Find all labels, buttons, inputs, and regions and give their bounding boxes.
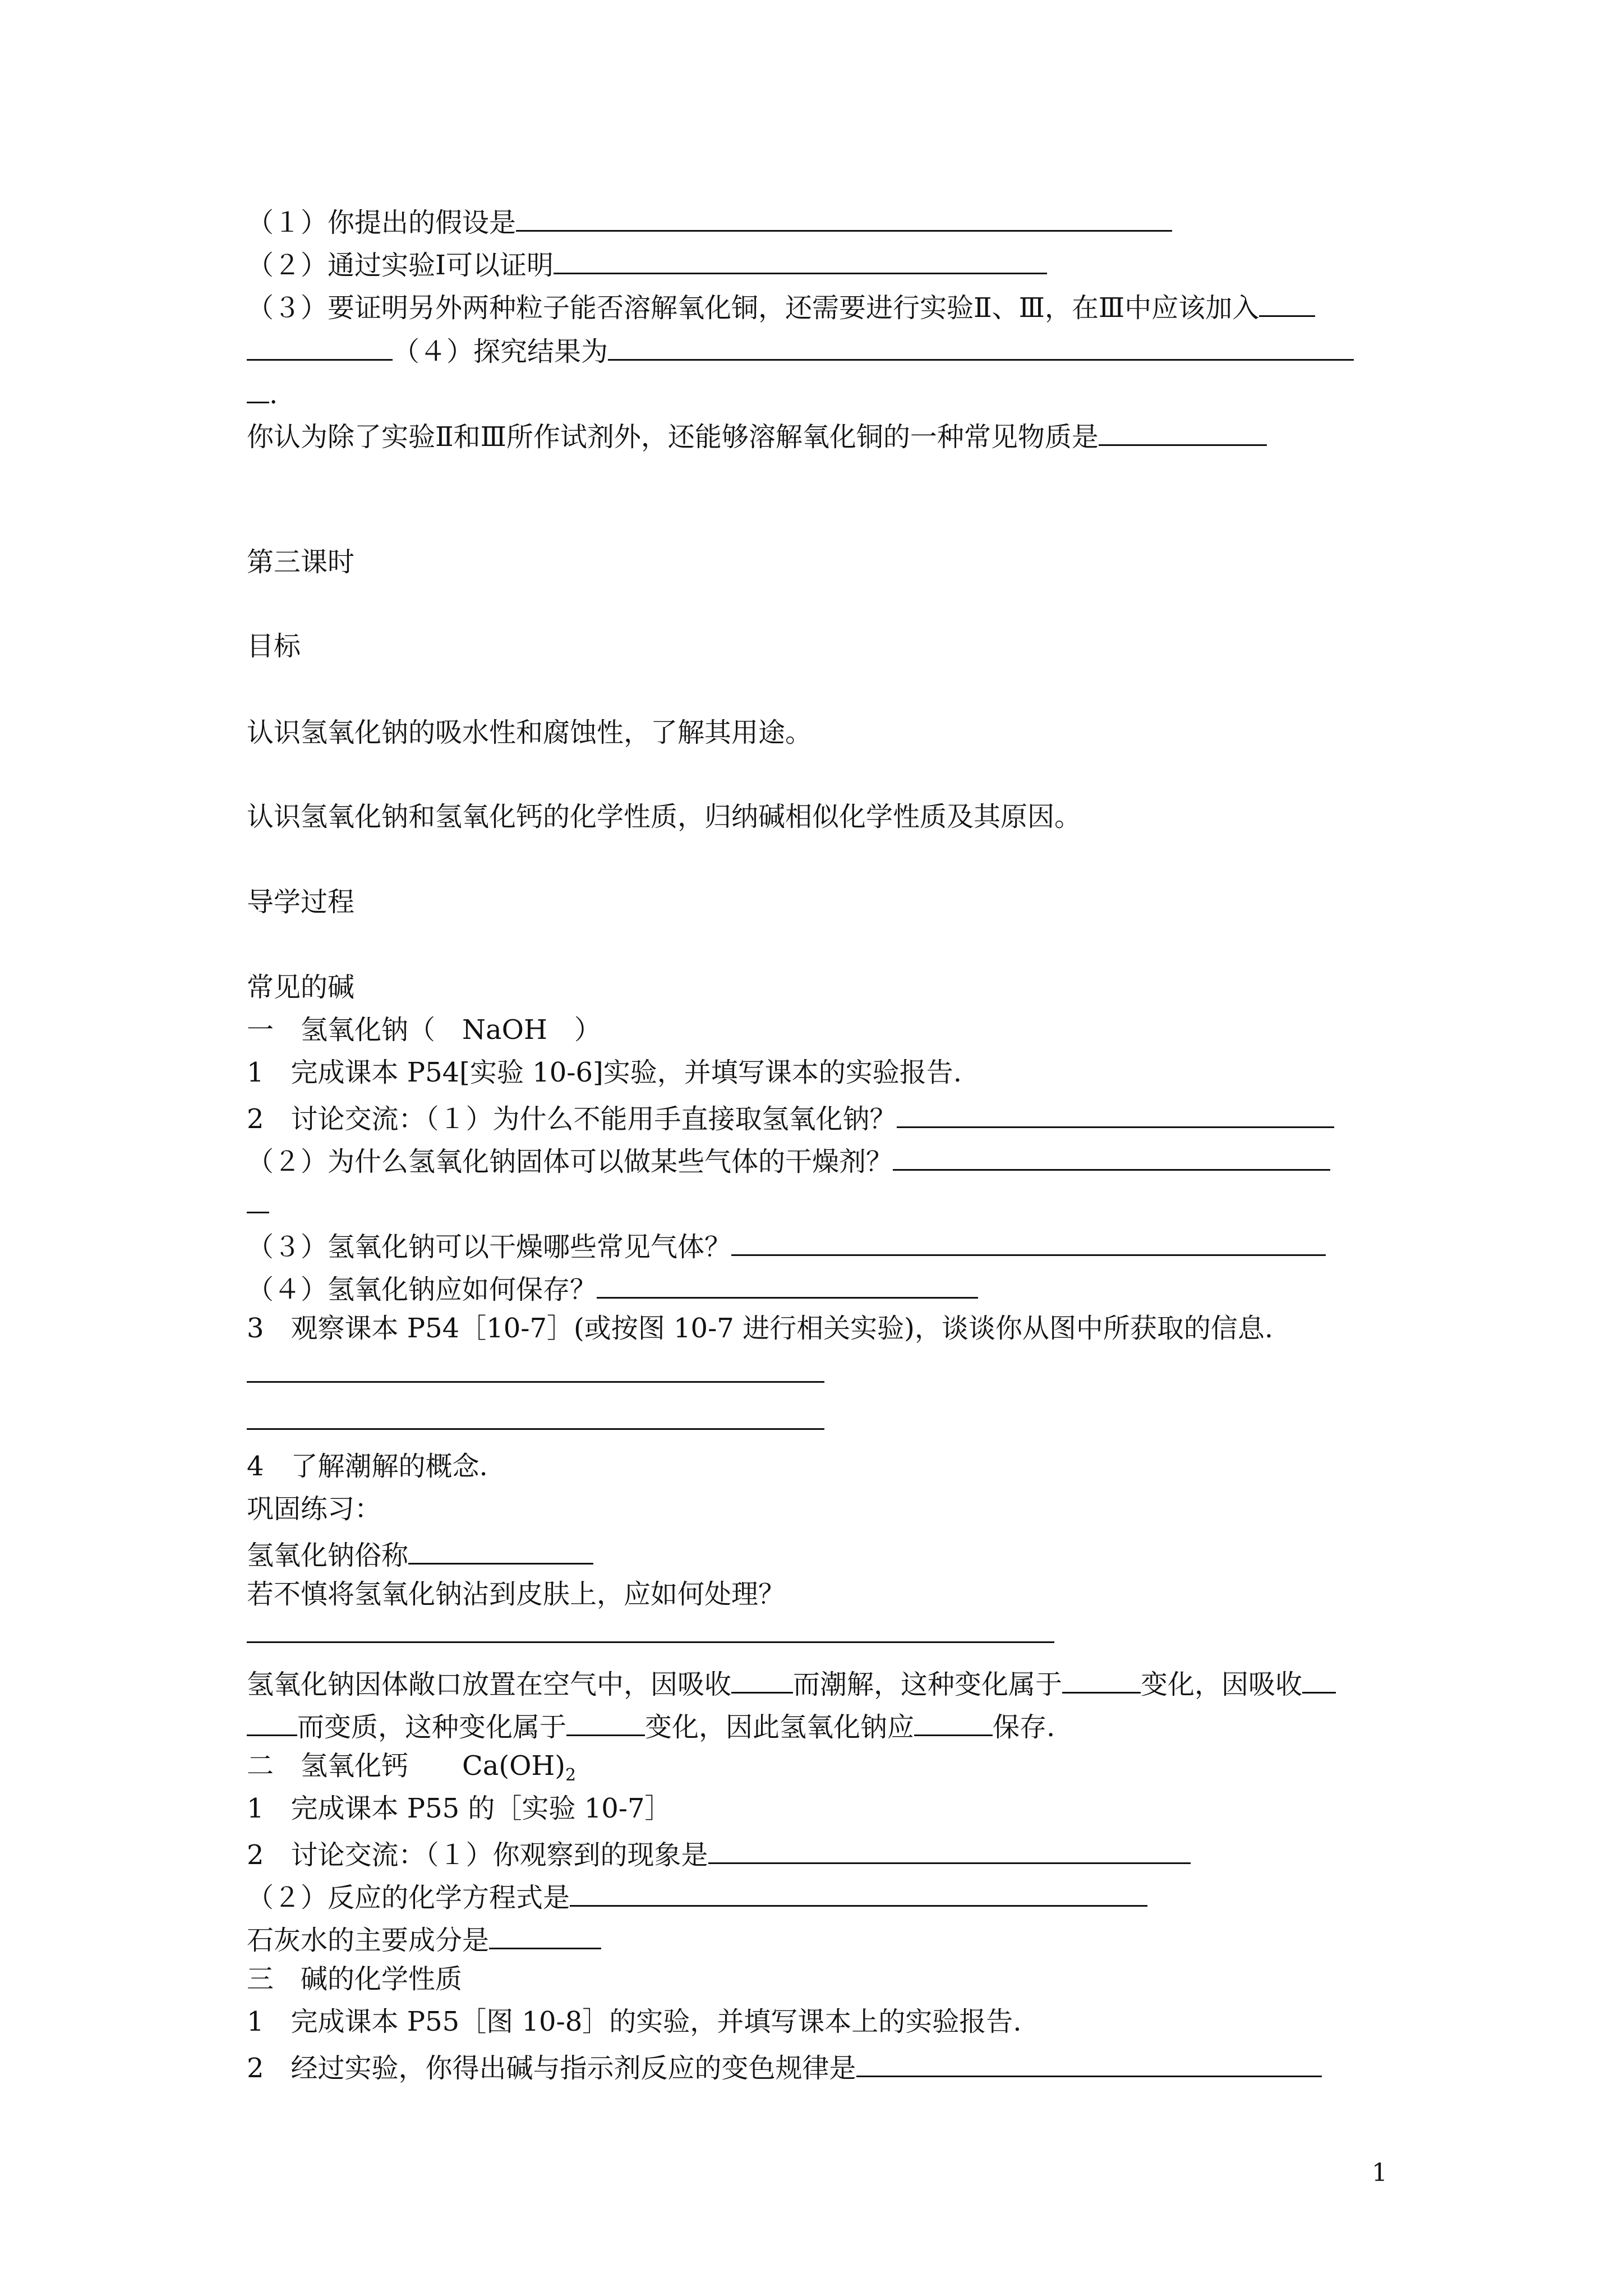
section-2-item-2b: （２）反应的化学方程式是 xyxy=(247,1877,1147,1915)
page-number: 1 xyxy=(1372,2159,1387,2187)
section-1-title: 一 氢氧化钠（ NaOH ） xyxy=(247,1014,601,1046)
section-1-item-4: 4 了解潮解的概念. xyxy=(247,1451,488,1482)
common-base-heading: 常见的碱 xyxy=(247,972,355,1003)
subscript: 2 xyxy=(565,1765,577,1785)
section-2-item-3: 石灰水的主要成分是 xyxy=(247,1920,601,1957)
section-3-title: 三 碱的化学性质 xyxy=(247,1963,463,1995)
answer-blank[interactable] xyxy=(597,1269,978,1299)
section-3-item-1: 1 完成课本 P55［图 10-8］的实验，并填写课本上的实验报告. xyxy=(247,2006,1022,2037)
answer-blank[interactable] xyxy=(516,202,1172,232)
practice-3: 氢氧化钠因体敞口放置在空气中，因吸收 而潮解，这种变化属于 变化，因吸收 xyxy=(247,1664,1336,1701)
question-1: （１）你提出的假设是 xyxy=(247,202,1172,240)
section-1-item-2d: （４）氢氧化钠应如何保存？ xyxy=(247,1269,978,1306)
lesson-title: 第三课时 xyxy=(247,546,355,578)
section-3-item-2: 2 经过实验，你得出碱与指示剂反应的变色规律是 xyxy=(247,2047,1322,2085)
practice-2: 若不慎将氢氧化钠沾到皮肤上，应如何处理？ xyxy=(247,1579,786,1610)
practice-1: 氢氧化钠俗称 xyxy=(247,1535,593,1572)
goal-1: 认识氢氧化钠的吸水性和腐蚀性，了解其用途。 xyxy=(247,717,813,748)
question-4: （４）探究结果为 xyxy=(247,331,1354,369)
answer-line[interactable] xyxy=(247,1428,824,1430)
question-4-cont: . xyxy=(247,374,278,411)
answer-blank[interactable] xyxy=(1302,1664,1336,1694)
answer-blank[interactable] xyxy=(708,1834,1191,1864)
answer-blank[interactable] xyxy=(247,1184,269,1213)
answer-blank[interactable] xyxy=(1259,287,1315,317)
section-1-item-2b: （２）为什么氢氧化钠固体可以做某些气体的干燥剂？ xyxy=(247,1141,1330,1179)
section-1-item-1: 1 完成课本 P54[实验 10-6]实验，并填写课本的实验报告. xyxy=(247,1057,962,1088)
answer-line[interactable] xyxy=(247,1641,1054,1643)
practice-3-cont: 而变质，这种变化属于 变化，因此氢氧化钠应 保存. xyxy=(247,1706,1055,1744)
answer-blank[interactable] xyxy=(731,1226,1326,1256)
answer-blank[interactable] xyxy=(897,1098,1334,1128)
section-1-item-2c: （３）氢氧化钠可以干燥哪些常见气体？ xyxy=(247,1226,1326,1264)
answer-blank[interactable] xyxy=(608,331,1354,361)
question-5: 你认为除了实验Ⅱ和Ⅲ所作试剂外，还能够溶解氧化铜的一种常见物质是 xyxy=(247,416,1267,454)
section-1-item-2: 2 讨论交流：（１）为什么不能用手直接取氢氧化钠？ xyxy=(247,1098,1334,1136)
answer-blank[interactable] xyxy=(489,1920,601,1949)
question-2: （２）通过实验Ⅰ可以证明 xyxy=(247,245,1047,282)
process-heading: 导学过程 xyxy=(247,886,355,918)
section-2-item-2: 2 讨论交流：（１）你观察到的现象是 xyxy=(247,1834,1191,1872)
answer-blank[interactable] xyxy=(1099,416,1267,446)
answer-blank[interactable] xyxy=(247,1706,297,1736)
answer-blank[interactable] xyxy=(856,2047,1322,2077)
answer-blank[interactable] xyxy=(570,1877,1147,1907)
section-1-item-3: 3 观察课本 P54［10-7］(或按图 10-7 进行相关实验)，谈谈你从图中所获取的信息. xyxy=(247,1313,1274,1344)
goal-heading: 目标 xyxy=(247,631,301,662)
question-3: （３）要证明另外两种粒子能否溶解氧化铜，还需要进行实验Ⅱ、Ⅲ，在Ⅲ中应该加入 xyxy=(247,287,1315,325)
answer-blank[interactable] xyxy=(914,1706,993,1736)
answer-blank[interactable] xyxy=(408,1535,593,1565)
section-1-item-2b-cont xyxy=(247,1184,269,1221)
answer-blank[interactable] xyxy=(247,374,269,403)
section-2-title: 二 氢氧化钙 $Ca(OH)_2$ xyxy=(247,1750,577,1785)
answer-blank[interactable] xyxy=(247,331,393,361)
practice-heading: 巩固练习： xyxy=(247,1493,382,1525)
answer-line[interactable] xyxy=(247,1381,824,1383)
answer-blank[interactable] xyxy=(554,245,1047,274)
goal-2: 认识氢氧化钠和氢氧化钙的化学性质，归纳碱相似化学性质及其原因。 xyxy=(247,801,1082,832)
answer-blank[interactable] xyxy=(893,1141,1330,1171)
answer-blank[interactable] xyxy=(566,1706,645,1736)
answer-blank[interactable] xyxy=(1062,1664,1141,1694)
section-2-item-1: 1 完成课本 P55 的［实验 10-7］ xyxy=(247,1793,672,1824)
answer-blank[interactable] xyxy=(731,1664,793,1694)
